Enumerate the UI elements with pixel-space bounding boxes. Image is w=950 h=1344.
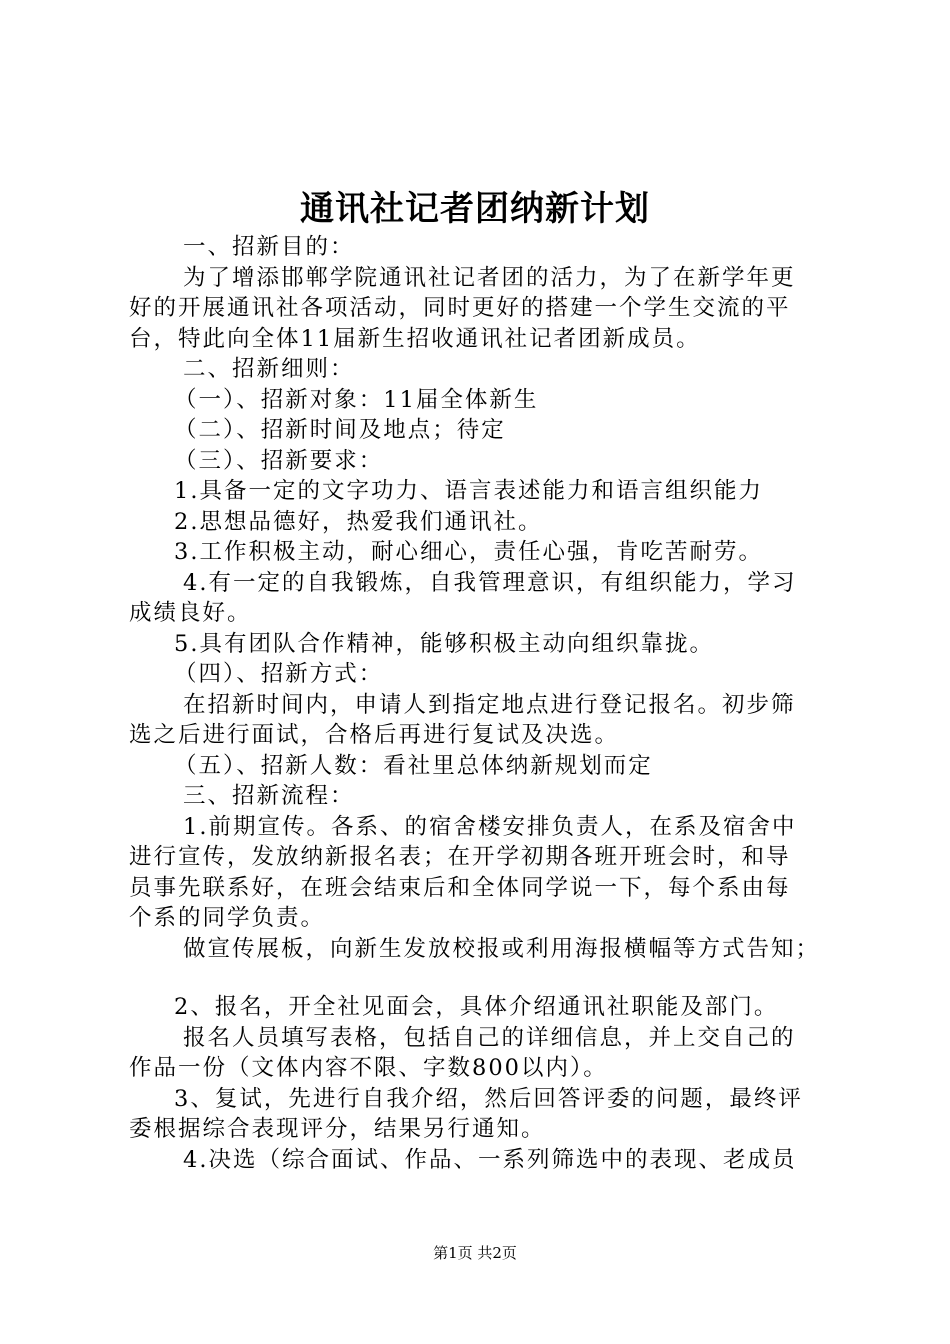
paragraph-line: 报名人员填写表格，包括自己的详细信息，并上交自己的 xyxy=(183,1024,796,1051)
paragraph-line: （五）、招新人数：看社里总体纳新规划而定 xyxy=(174,752,653,779)
paragraph-line: 一、招新目的： xyxy=(183,234,355,260)
paragraph-line: 4.决选（综合面试、作品、一系列筛选中的表现、老成员 xyxy=(183,1146,797,1173)
paragraph-line: 2.思想品德好，热爱我们通讯社。 xyxy=(174,508,543,535)
paragraph-line: （一）、招新对象：11届全体新生 xyxy=(174,386,539,413)
paragraph-line: 台，特此向全体11届新生招收通讯社记者团新成员。 xyxy=(129,325,701,352)
paragraph-line: （四）、招新方式： xyxy=(174,661,384,687)
paragraph-line: 好的开展通讯社各项活动，同时更好的搭建一个学生交流的平 xyxy=(129,295,791,321)
paragraph-line: 做宣传展板，向新生发放校报或利用海报横幅等方式告知； xyxy=(183,935,821,962)
paragraph-line: 2、报名，开全社见面会，具体介绍通讯社职能及部门。 xyxy=(174,994,779,1020)
paragraph-line: （二）、招新时间及地点；待定 xyxy=(174,417,506,443)
paragraph-line: 个系的同学负责。 xyxy=(129,905,326,931)
paragraph-line: 作品一份（文体内容不限、字数800以内）。 xyxy=(129,1055,608,1081)
document-title: 通讯社记者团纳新计划 xyxy=(300,189,650,229)
paragraph-line: 员事先联系好，在班会结束后和全体同学说一下，每个系由每 xyxy=(129,874,791,901)
paragraph-line: 委根据综合表现评分，结果另行通知。 xyxy=(129,1116,546,1142)
paragraph-line: 1.具备一定的文字功力、语言表述能力和语言组织能力 xyxy=(174,478,763,504)
paragraph-line: 二、招新细则： xyxy=(183,356,355,382)
paragraph-line: 在招新时间内，申请人到指定地点进行登记报名。初步筛 xyxy=(183,691,796,718)
paragraph-line: 3、复试，先进行自我介绍，然后回答评委的问题，最终评 xyxy=(174,1085,803,1112)
page-footer: 第1页 共2页 xyxy=(433,1244,517,1262)
blank-line xyxy=(129,964,834,992)
document-body xyxy=(129,232,834,1175)
paragraph-line: 5.具有团队合作精神，能够积极主动向组织靠拢。 xyxy=(174,630,714,657)
paragraph-line: 为了增添邯郸学院通讯社记者团的活力，为了在新学年更 xyxy=(183,264,796,291)
paragraph-line: 成绩良好。 xyxy=(129,600,252,626)
paragraph-line: （三）、招新要求： xyxy=(174,447,384,474)
paragraph-line: 进行宣传，发放纳新报名表；在开学初期各班开班会时，和导 xyxy=(129,844,791,870)
paragraph-line: 三、招新流程： xyxy=(183,783,355,809)
paragraph-line: 选之后进行面试，合格后再进行复试及决选。 xyxy=(129,722,620,748)
paragraph-line: 4.有一定的自我锻炼，自我管理意识，有组织能力，学习 xyxy=(183,569,797,596)
paragraph-line: 1.前期宣传。各系、的宿舍楼安排负责人，在系及宿舍中 xyxy=(183,813,797,840)
paragraph-line: 3.工作积极主动，耐心细心，责任心强，肯吃苦耐劳。 xyxy=(174,539,763,565)
